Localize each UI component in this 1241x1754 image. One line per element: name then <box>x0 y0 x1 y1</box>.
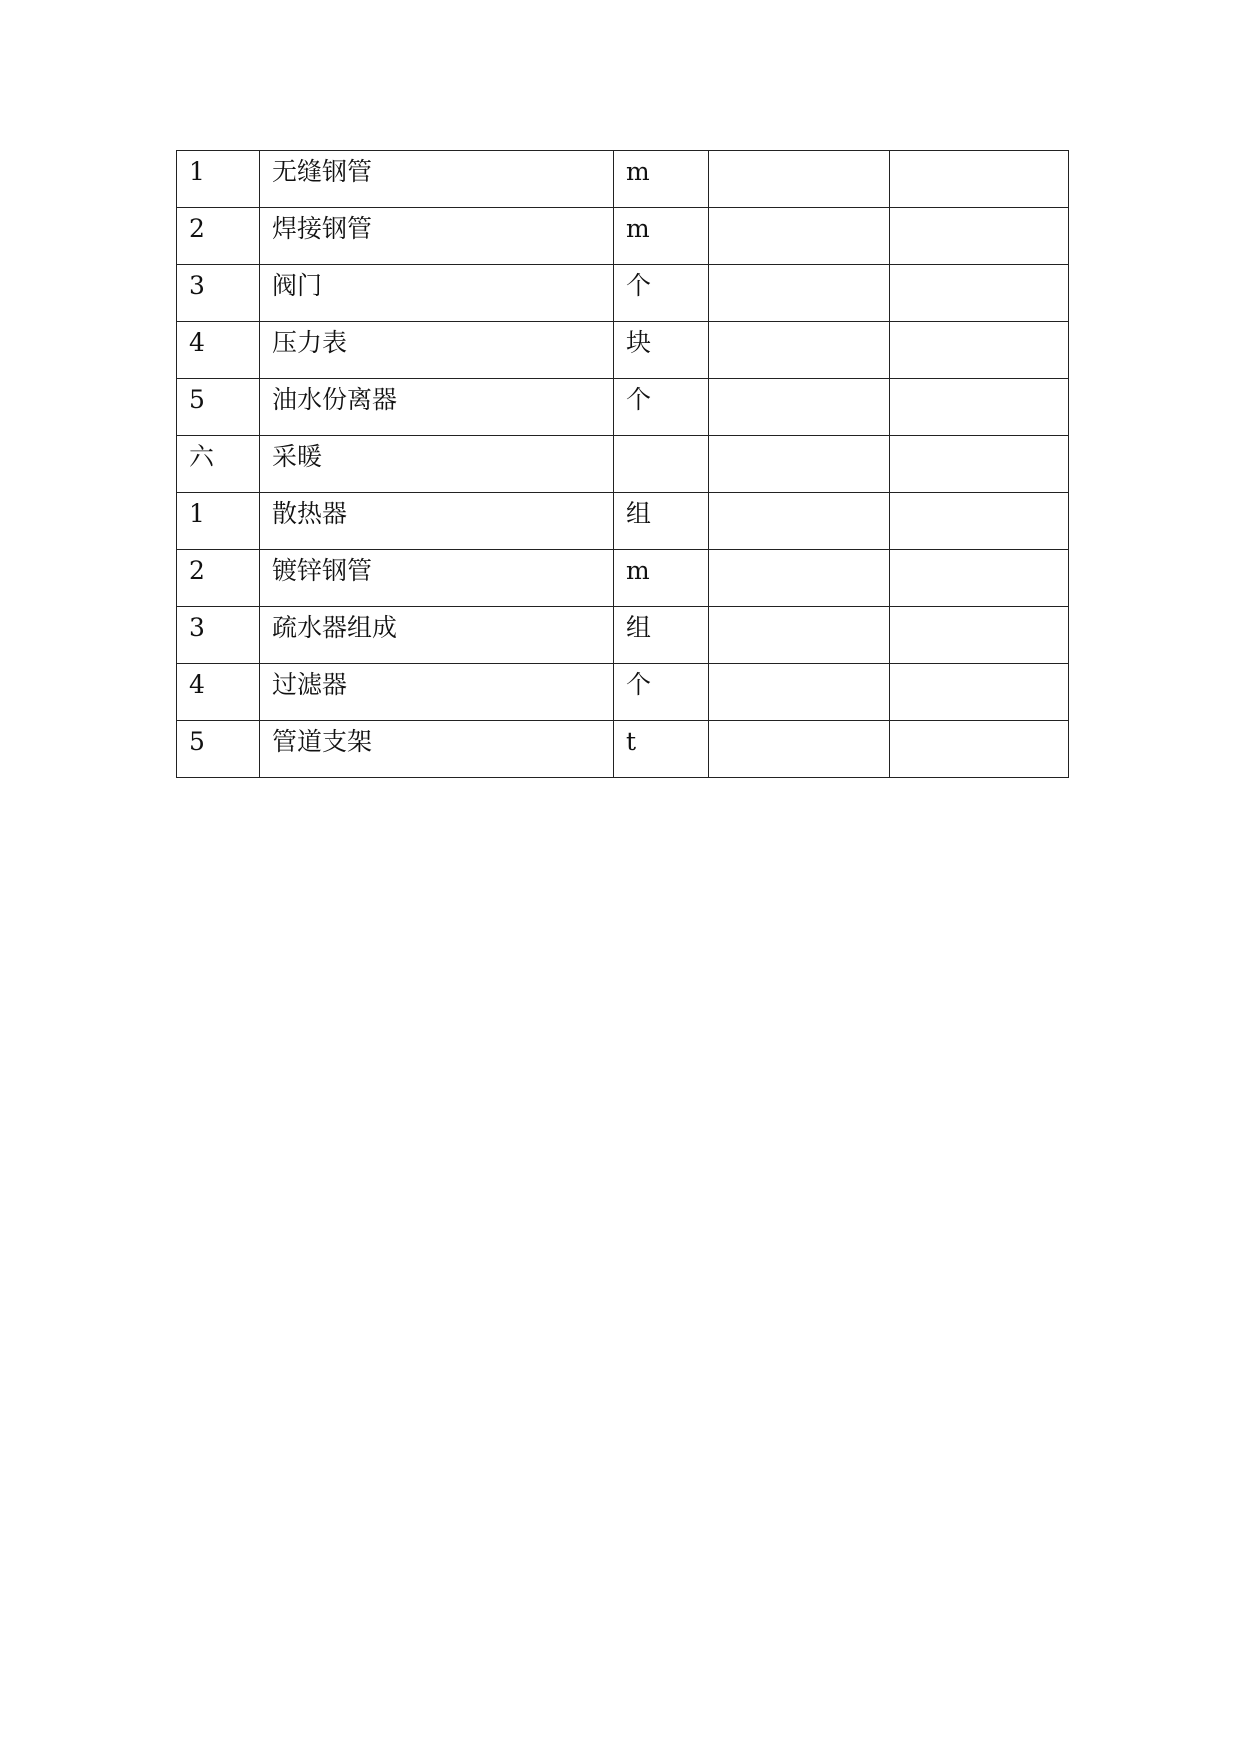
item-remark <box>902 379 1068 387</box>
unit-cell <box>614 721 709 778</box>
row-number-cell <box>177 550 260 607</box>
item-quantity <box>721 550 889 558</box>
item-quantity <box>721 436 889 444</box>
item-name: 采暖 <box>272 442 323 471</box>
unit-cell <box>614 208 709 265</box>
unit-cell <box>614 607 709 664</box>
remark-cell <box>890 379 1069 436</box>
item-unit: 组 <box>626 613 652 642</box>
row-number: 3 <box>189 613 205 642</box>
item-unit: 块 <box>626 328 652 357</box>
table-row <box>177 379 1069 436</box>
item-unit: 个 <box>626 670 652 699</box>
unit-cell <box>614 664 709 721</box>
row-number: 4 <box>189 328 205 357</box>
table-row <box>177 322 1069 379</box>
item-unit: 个 <box>626 385 652 414</box>
table-row <box>177 550 1069 607</box>
unit-cell <box>614 550 709 607</box>
item-name-cell <box>260 208 614 265</box>
item-name-cell <box>260 379 614 436</box>
item-quantity <box>721 379 889 387</box>
unit-cell <box>614 322 709 379</box>
remark-cell <box>890 322 1069 379</box>
row-number-cell <box>177 436 260 493</box>
remark-cell <box>890 550 1069 607</box>
remark-cell <box>890 607 1069 664</box>
material-table <box>176 150 1069 778</box>
row-number: 3 <box>189 271 205 300</box>
quantity-cell <box>709 436 890 493</box>
item-name: 镀锌钢管 <box>272 556 373 585</box>
table-row <box>177 265 1069 322</box>
table-row <box>177 436 1069 493</box>
row-number: 六 <box>189 442 215 471</box>
item-name-cell <box>260 493 614 550</box>
unit-cell <box>614 151 709 208</box>
item-quantity <box>721 721 889 729</box>
item-name: 无缝钢管 <box>272 157 373 186</box>
item-remark <box>902 550 1068 558</box>
item-remark <box>902 664 1068 672</box>
unit-cell <box>614 493 709 550</box>
item-name: 阀门 <box>272 271 323 300</box>
row-number-cell <box>177 379 260 436</box>
quantity-cell <box>709 208 890 265</box>
item-remark <box>902 721 1068 729</box>
item-unit: m <box>626 556 650 585</box>
row-number-cell <box>177 607 260 664</box>
remark-cell <box>890 664 1069 721</box>
table-row <box>177 151 1069 208</box>
row-number-cell <box>177 208 260 265</box>
quantity-cell <box>709 721 890 778</box>
item-remark <box>902 208 1068 216</box>
item-name: 管道支架 <box>272 727 373 756</box>
unit-cell <box>614 436 709 493</box>
unit-cell <box>614 265 709 322</box>
row-number: 1 <box>189 499 205 528</box>
quantity-cell <box>709 379 890 436</box>
item-quantity <box>721 322 889 330</box>
row-number-cell <box>177 493 260 550</box>
row-number-cell <box>177 265 260 322</box>
row-number: 5 <box>189 727 205 756</box>
table-row <box>177 493 1069 550</box>
remark-cell <box>890 265 1069 322</box>
row-number: 5 <box>189 385 205 414</box>
item-name: 油水份离器 <box>272 385 398 414</box>
row-number-cell <box>177 151 260 208</box>
item-name: 散热器 <box>272 499 348 528</box>
row-number: 4 <box>189 670 205 699</box>
remark-cell <box>890 721 1069 778</box>
item-name: 过滤器 <box>272 670 348 699</box>
quantity-cell <box>709 664 890 721</box>
item-quantity <box>721 151 889 159</box>
row-number-cell <box>177 664 260 721</box>
item-name-cell <box>260 436 614 493</box>
item-remark <box>902 607 1068 615</box>
item-name: 压力表 <box>272 328 348 357</box>
item-name-cell <box>260 550 614 607</box>
quantity-cell <box>709 151 890 208</box>
item-name-cell <box>260 664 614 721</box>
item-unit: 组 <box>626 499 652 528</box>
item-name-cell <box>260 721 614 778</box>
item-name: 焊接钢管 <box>272 214 373 243</box>
table-row <box>177 664 1069 721</box>
unit-cell <box>614 379 709 436</box>
table-row <box>177 721 1069 778</box>
item-remark <box>902 493 1068 501</box>
item-unit: m <box>626 157 650 186</box>
item-unit <box>626 436 708 444</box>
item-remark <box>902 436 1068 444</box>
quantity-cell <box>709 493 890 550</box>
quantity-cell <box>709 607 890 664</box>
item-name-cell <box>260 151 614 208</box>
remark-cell <box>890 493 1069 550</box>
row-number-cell <box>177 322 260 379</box>
row-number: 2 <box>189 214 205 243</box>
remark-cell <box>890 151 1069 208</box>
item-quantity <box>721 208 889 216</box>
item-remark <box>902 151 1068 159</box>
table-row <box>177 208 1069 265</box>
row-number-cell <box>177 721 260 778</box>
quantity-cell <box>709 265 890 322</box>
item-quantity <box>721 493 889 501</box>
item-name-cell <box>260 607 614 664</box>
table-row <box>177 607 1069 664</box>
item-name-cell <box>260 265 614 322</box>
remark-cell <box>890 208 1069 265</box>
item-unit: t <box>626 727 637 756</box>
item-remark <box>902 322 1068 330</box>
item-unit: m <box>626 214 650 243</box>
row-number: 1 <box>189 157 205 186</box>
item-quantity <box>721 265 889 273</box>
row-number: 2 <box>189 556 205 585</box>
item-unit: 个 <box>626 271 652 300</box>
quantity-cell <box>709 322 890 379</box>
item-quantity <box>721 607 889 615</box>
item-name: 疏水器组成 <box>272 613 398 642</box>
item-remark <box>902 265 1068 273</box>
remark-cell <box>890 436 1069 493</box>
item-quantity <box>721 664 889 672</box>
item-name-cell <box>260 322 614 379</box>
quantity-cell <box>709 550 890 607</box>
